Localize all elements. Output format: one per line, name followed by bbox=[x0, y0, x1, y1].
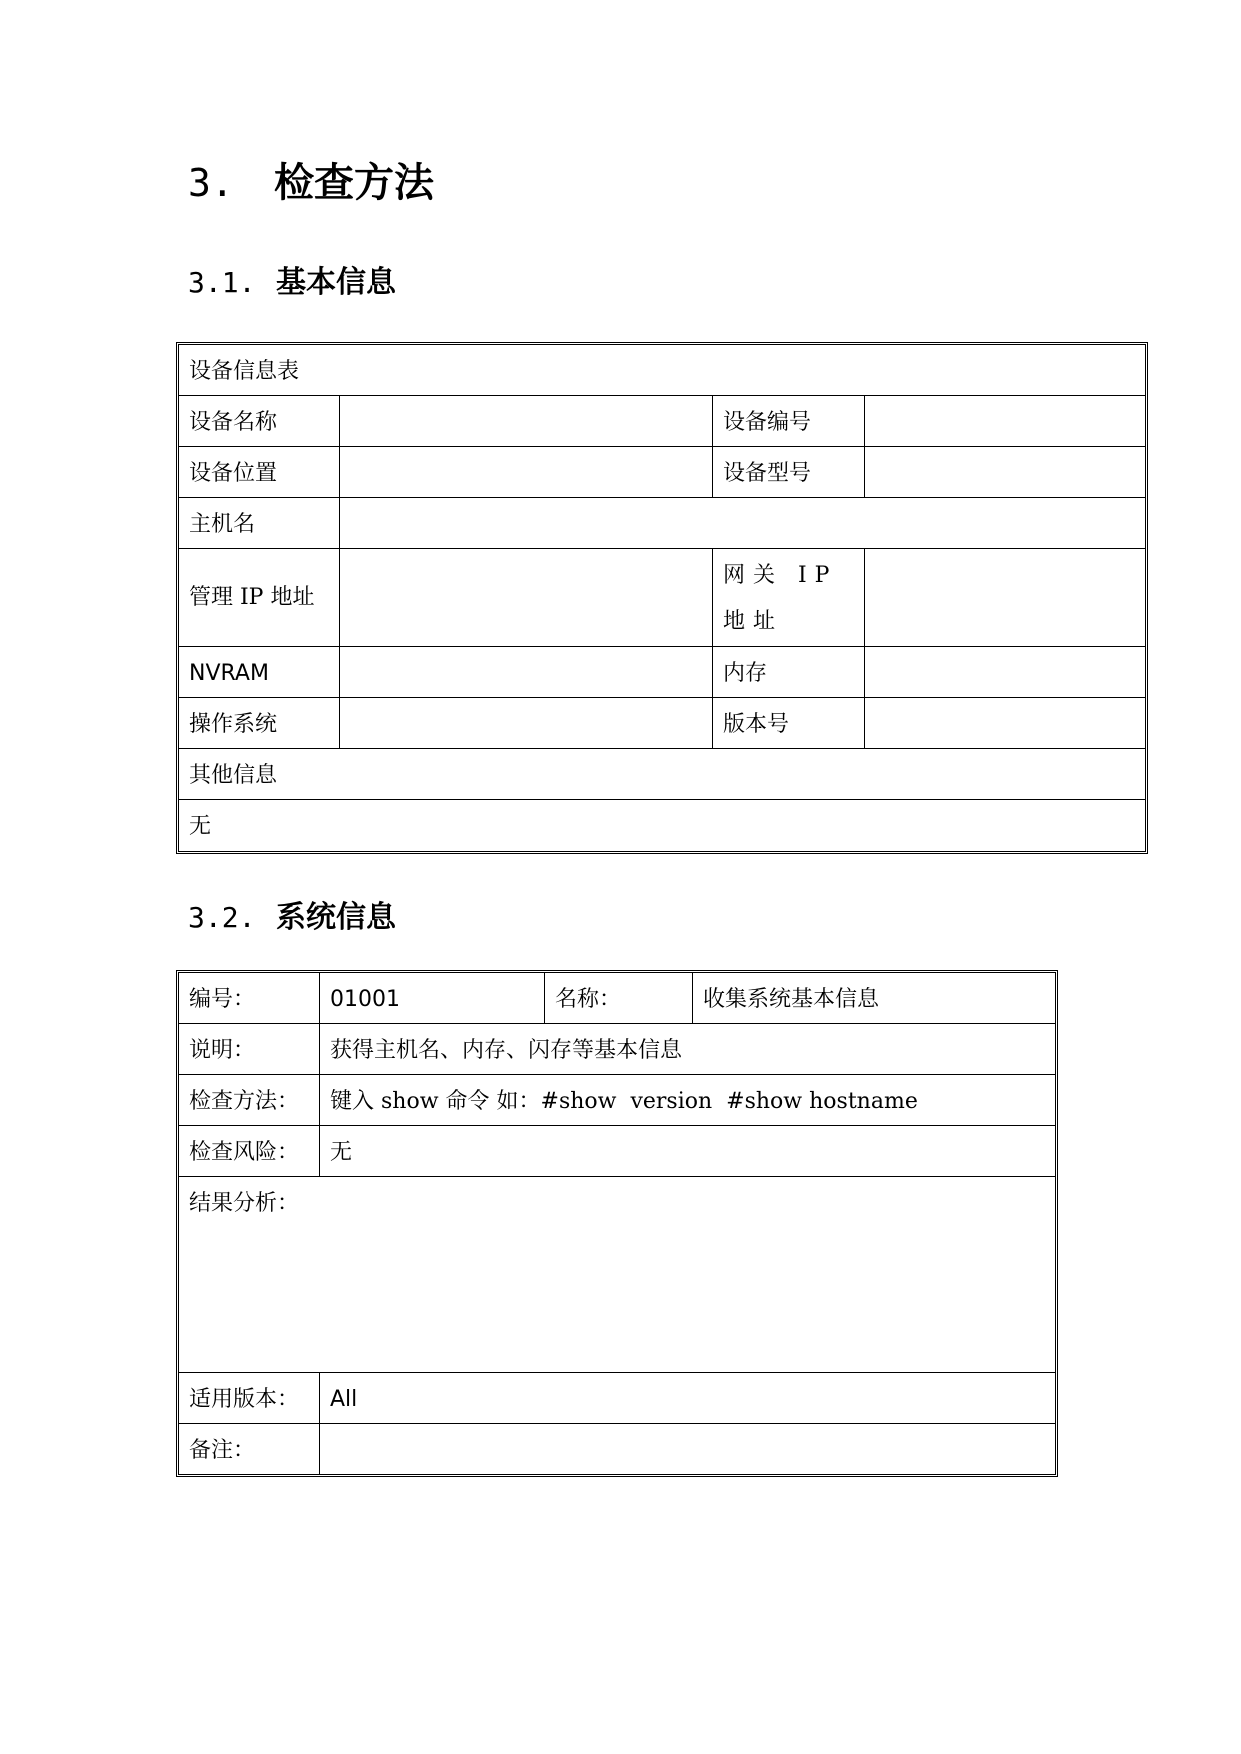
applies-label: 适用版本： bbox=[179, 1373, 320, 1424]
method-label: 检查方法： bbox=[179, 1075, 320, 1126]
result-analysis-cell[interactable] bbox=[179, 1177, 1055, 1373]
hostname-value[interactable] bbox=[340, 498, 1145, 549]
location-label: 设备位置 bbox=[179, 447, 340, 498]
hostname-label: 主机名 bbox=[179, 498, 340, 549]
section-heading-system-info bbox=[188, 897, 396, 939]
nvram-value[interactable] bbox=[340, 647, 713, 698]
gateway-ip-label: 网关 IP 地址 bbox=[713, 549, 865, 647]
device-table-title: 设备信息表 bbox=[179, 345, 1145, 396]
id-label: 编号： bbox=[179, 973, 320, 1024]
model-value[interactable] bbox=[865, 447, 1145, 498]
version-label: 版本号 bbox=[713, 698, 865, 749]
name-label: 名称： bbox=[545, 973, 693, 1024]
device-name-label: 设备名称 bbox=[179, 396, 340, 447]
note-value[interactable] bbox=[320, 1424, 1055, 1474]
model-label: 设备型号 bbox=[713, 447, 865, 498]
section-heading-basic-info bbox=[188, 262, 396, 304]
os-value[interactable] bbox=[340, 698, 713, 749]
result-label: 结果分析： bbox=[189, 1191, 300, 1216]
nvram-label: NVRAM bbox=[179, 647, 340, 698]
memory-label: 内存 bbox=[713, 647, 865, 698]
memory-value[interactable] bbox=[865, 647, 1145, 698]
chapter-title: 检查方法 bbox=[274, 159, 434, 206]
name-value: 收集系统基本信息 bbox=[693, 973, 1055, 1024]
desc-value: 获得主机名、内存、闪存等基本信息 bbox=[320, 1024, 1055, 1075]
id-value: 01001 bbox=[320, 973, 545, 1024]
other-info-value: 无 bbox=[189, 814, 212, 839]
location-value[interactable] bbox=[340, 447, 713, 498]
section-title: 基本信息 bbox=[276, 265, 396, 300]
desc-label: 说明： bbox=[179, 1024, 320, 1075]
device-code-value[interactable] bbox=[865, 396, 1145, 447]
os-label: 操作系统 bbox=[179, 698, 340, 749]
chapter-number: 3. bbox=[188, 161, 234, 205]
applies-value: All bbox=[320, 1373, 1055, 1424]
mgmt-ip-label: 管理 IP 地址 bbox=[179, 549, 340, 647]
version-value[interactable] bbox=[865, 698, 1145, 749]
section-title: 系统信息 bbox=[276, 900, 396, 935]
method-value: 键入 show 命令 如：#show version #show hostname bbox=[320, 1075, 1055, 1126]
risk-label: 检查风险： bbox=[179, 1126, 320, 1177]
device-code-label: 设备编号 bbox=[713, 396, 865, 447]
section-number: 3.1. bbox=[188, 266, 256, 299]
gateway-ip-value[interactable] bbox=[865, 549, 1145, 647]
chapter-heading bbox=[188, 155, 434, 211]
other-info-label: 其他信息 bbox=[179, 749, 1145, 800]
device-info-table bbox=[176, 342, 1148, 854]
risk-value: 无 bbox=[320, 1126, 1055, 1177]
section-number: 3.2. bbox=[188, 901, 256, 934]
note-label: 备注： bbox=[179, 1424, 320, 1474]
device-name-value[interactable] bbox=[340, 396, 713, 447]
mgmt-ip-value[interactable] bbox=[340, 549, 713, 647]
check-item-table bbox=[176, 970, 1058, 1477]
